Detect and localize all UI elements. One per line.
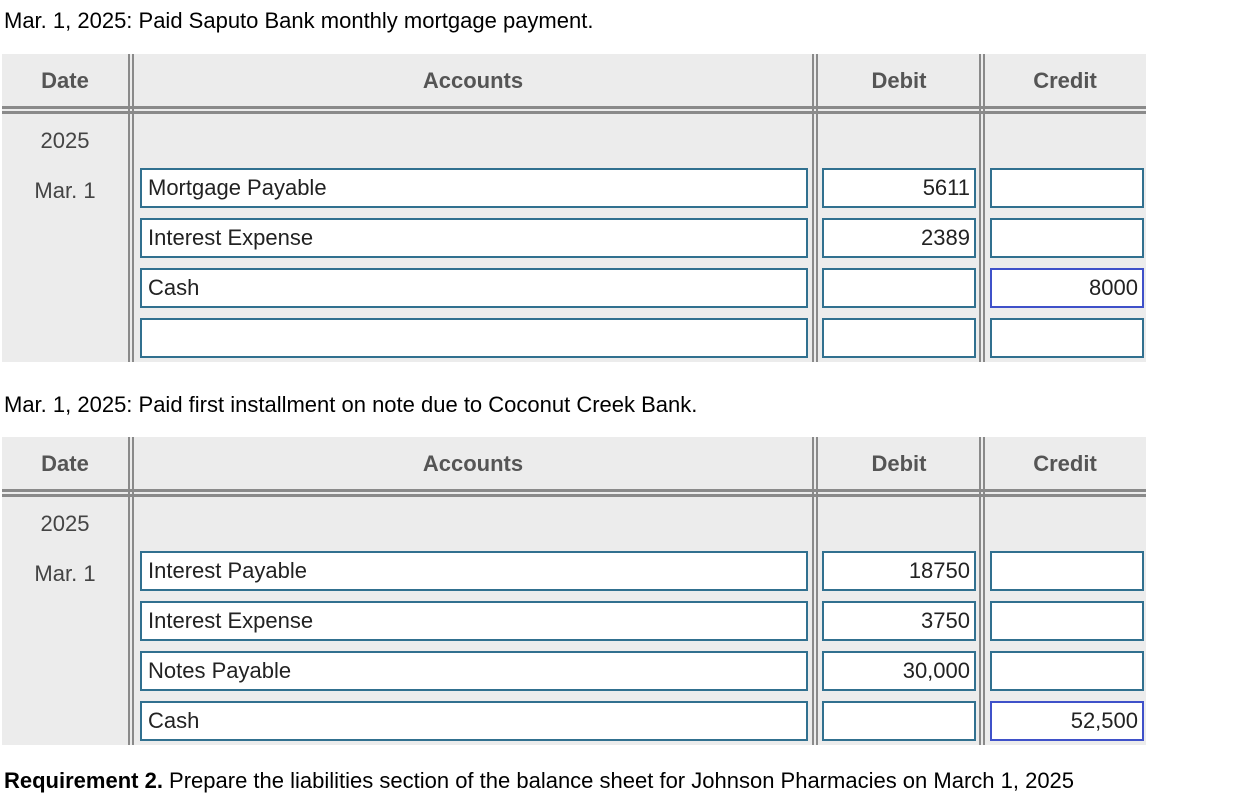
header-date: Date xyxy=(41,451,89,476)
entry-year: 2025 xyxy=(40,511,90,536)
credit-field[interactable]: 8000 xyxy=(990,268,1144,308)
account-field[interactable]: Interest Expense xyxy=(140,601,808,641)
account-field[interactable] xyxy=(140,318,808,358)
header-credit: Credit xyxy=(1033,451,1097,476)
entry-date: Mar. 1 xyxy=(34,561,96,586)
header-accounts: Accounts xyxy=(422,451,524,476)
account-field[interactable]: Mortgage Payable xyxy=(140,168,808,208)
divider xyxy=(812,437,814,745)
requirement-body: Prepare the liabilities section of the balance sheet for Johnson Pharmacies on March 1, 2025 xyxy=(162,768,1075,793)
requirement-label: Requirement 2. xyxy=(4,768,163,793)
header-date: Date xyxy=(41,68,89,93)
divider xyxy=(132,54,134,362)
divider xyxy=(979,437,981,745)
credit-field[interactable] xyxy=(990,551,1144,591)
divider xyxy=(132,437,134,745)
debit-field[interactable]: 3750 xyxy=(822,601,976,641)
entry1-description: Mar. 1, 2025: Paid Saputo Bank monthly mortgage payment. xyxy=(4,8,594,33)
divider xyxy=(2,494,1146,497)
header-debit: Debit xyxy=(871,451,927,476)
divider xyxy=(128,437,130,745)
entry-date: Mar. 1 xyxy=(34,178,96,203)
divider xyxy=(2,489,1146,492)
journal-table-entry2 xyxy=(2,437,1146,745)
account-field[interactable]: Interest Expense xyxy=(140,218,808,258)
credit-field[interactable] xyxy=(990,168,1144,208)
debit-field[interactable]: 18750 xyxy=(822,551,976,591)
header-accounts: Accounts xyxy=(422,68,524,93)
requirement-text xyxy=(4,768,1074,794)
credit-field[interactable] xyxy=(990,601,1144,641)
entry-year: 2025 xyxy=(40,128,90,153)
divider xyxy=(983,437,985,745)
header-credit: Credit xyxy=(1033,68,1097,93)
debit-field[interactable]: 5611 xyxy=(822,168,976,208)
credit-field[interactable] xyxy=(990,318,1144,358)
divider xyxy=(128,54,130,362)
debit-field[interactable]: 2389 xyxy=(822,218,976,258)
debit-field[interactable] xyxy=(822,318,976,358)
account-field[interactable]: Cash xyxy=(140,701,808,741)
credit-field[interactable]: 52,500 xyxy=(990,701,1144,741)
account-field[interactable]: Notes Payable xyxy=(140,651,808,691)
debit-field[interactable] xyxy=(822,701,976,741)
credit-field[interactable] xyxy=(990,651,1144,691)
debit-field[interactable] xyxy=(822,268,976,308)
divider xyxy=(2,111,1146,114)
entry2-description: Mar. 1, 2025: Paid first installment on note due to Coconut Creek Bank. xyxy=(4,392,698,417)
divider xyxy=(979,54,981,362)
account-field[interactable]: Cash xyxy=(140,268,808,308)
header-debit: Debit xyxy=(871,68,927,93)
journal-table-entry1 xyxy=(2,54,1146,362)
divider xyxy=(983,54,985,362)
divider xyxy=(812,54,814,362)
divider xyxy=(816,54,818,362)
debit-field[interactable]: 30,000 xyxy=(822,651,976,691)
divider xyxy=(816,437,818,745)
divider xyxy=(2,106,1146,109)
credit-field[interactable] xyxy=(990,218,1144,258)
account-field[interactable]: Interest Payable xyxy=(140,551,808,591)
